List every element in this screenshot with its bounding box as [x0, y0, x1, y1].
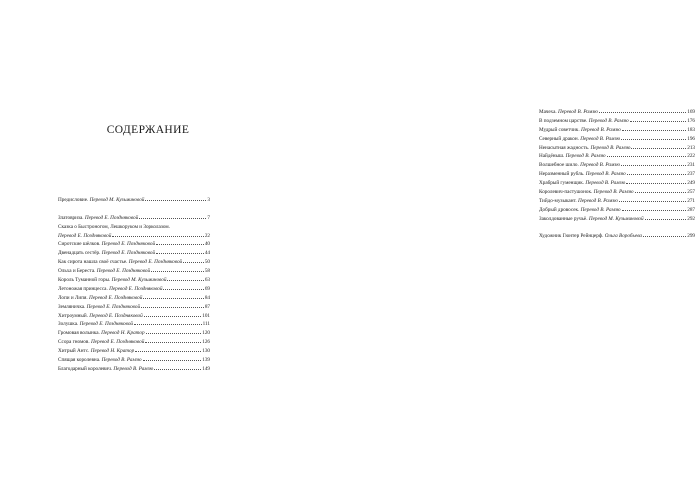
- toc-entry: [58, 196, 210, 205]
- toc-entry-title: Художник Гюнтер Рейнцерф.: [539, 233, 604, 240]
- toc-entry: [539, 117, 695, 126]
- toc-entry-translator: Перевод Е. Поздняковой: [79, 321, 134, 328]
- toc-entry-title: Сиротские шёлков.: [58, 241, 101, 248]
- toc-entry: [58, 249, 210, 258]
- toc-entry-page: 63: [204, 277, 210, 284]
- toc-entry-text: [539, 135, 620, 144]
- dot-leader: [154, 369, 201, 370]
- toc-entry-title: Волшебное шило.: [539, 162, 579, 169]
- toc-entry-text: [58, 267, 150, 276]
- toc-entry-page: 3: [207, 197, 210, 203]
- toc-entry: [58, 205, 210, 214]
- toc-entry-title: Благодарный королевич.: [58, 365, 113, 372]
- toc-entry-page: 87: [204, 303, 210, 310]
- toc-entry-translator: Перевод Е. Поздняковой: [90, 339, 145, 346]
- dot-leader: [143, 298, 203, 299]
- toc-entry-title: Добрый дровосек.: [539, 206, 580, 213]
- toc-entry-page: 111: [202, 321, 210, 328]
- toc-entry-translator: Перевод Е. Поздняковой: [89, 312, 143, 319]
- toc-right-column: [539, 108, 695, 241]
- toc-entry: [539, 215, 695, 224]
- toc-entry-page: 249: [687, 180, 695, 187]
- toc-entry: [539, 224, 695, 233]
- toc-entry-page: 169: [687, 109, 695, 115]
- dot-leader: [112, 236, 203, 237]
- toc-entry-page: 231: [687, 162, 695, 169]
- toc-entry-text: [539, 197, 618, 206]
- toc-entry-text: [58, 232, 111, 241]
- dot-leader: [630, 121, 687, 122]
- toc-entry-page: 271: [687, 197, 695, 204]
- toc-entry-page: 40: [204, 241, 210, 248]
- toc-entry-translator: Перевод Е. Поздняковой: [128, 259, 183, 266]
- toc-entry-title: Северный дракон.: [539, 135, 579, 142]
- toc-entry-title: Ссора гномов.: [58, 339, 90, 346]
- toc-entry-translator: Перевод В. Рамзю: [113, 365, 154, 372]
- dot-leader: [139, 218, 206, 219]
- toc-entry-translator: Перевод Е. Поздняковой: [58, 232, 112, 239]
- toc-entry: [58, 267, 210, 276]
- toc-entry-text: [58, 240, 155, 249]
- toc-entry-title: Мудрый советчик.: [539, 126, 580, 133]
- toc-entry-text: [539, 117, 629, 126]
- toc-entry-text: [58, 223, 170, 232]
- toc-entry-page: 7: [207, 214, 210, 221]
- toc-entry-translator: Перевод Н. Кратор: [90, 348, 135, 355]
- toc-entry-page: 213: [687, 144, 695, 151]
- toc-entry-page: 84: [204, 294, 210, 301]
- toc-entry-translator: Перевод В. Рамзю: [580, 206, 621, 213]
- page-title: СОДЕРЖАНИЕ: [106, 124, 190, 136]
- toc-entry-page: 130: [202, 348, 210, 355]
- toc-entry-page: 101: [202, 312, 210, 319]
- toc-entry-title: Мачеха.: [539, 109, 557, 115]
- toc-entry-text: [539, 161, 620, 170]
- toc-entry-page: 257: [687, 189, 695, 196]
- toc-entry: [58, 329, 210, 338]
- toc-entry: [539, 108, 695, 117]
- dot-leader: [145, 200, 206, 201]
- toc-entry-page: 292: [687, 215, 695, 222]
- toc-entry-translator: Перевод В. Рамзю: [588, 117, 629, 124]
- dot-leader: [622, 210, 687, 211]
- toc-entry-translator: Перевод В. Рамзю: [580, 126, 621, 133]
- toc-entry-text: [58, 329, 145, 338]
- toc-entry: [58, 347, 210, 356]
- toc-entry-translator: Перевод Е. Поздняковой: [101, 241, 156, 248]
- toc-entry-text: [58, 258, 182, 267]
- toc-entry: [539, 179, 695, 188]
- toc-entry-translator: Перевод М. Кузьминовой: [588, 215, 644, 222]
- toc-entry-translator: Перевод В. Рамзю: [585, 180, 626, 187]
- toc-entry: [58, 285, 210, 294]
- dot-leader: [619, 201, 686, 202]
- toc-entry-text: [539, 152, 606, 161]
- toc-entry: [58, 258, 210, 267]
- toc-entry-title: Храбрый гуменщик.: [539, 180, 585, 187]
- toc-entry-title: Найдёныш.: [539, 153, 565, 160]
- toc-entry-page: 58: [204, 268, 210, 275]
- toc-entry-title: Ольха и Береста.: [58, 268, 96, 275]
- toc-entry-text: [539, 144, 630, 153]
- toc-entry-page: 149: [202, 365, 210, 372]
- toc-entry-title: Неразменный рубль.: [539, 171, 585, 178]
- toc-entry-text: [58, 347, 134, 356]
- dot-leader: [631, 148, 686, 149]
- dot-leader: [621, 165, 686, 166]
- toc-entry-text: [58, 356, 142, 365]
- toc-entry: [58, 223, 210, 232]
- toc-entry-title: Тийдо-музыкант.: [539, 197, 577, 204]
- toc-entry-text: [58, 365, 153, 374]
- toc-entry: [539, 152, 695, 161]
- toc-entry-page: 183: [687, 126, 695, 133]
- toc-entry-translator: Перевод М. Кузьминовой: [111, 277, 167, 284]
- toc-entry-page: 69: [204, 285, 210, 292]
- dot-leader: [135, 351, 201, 352]
- dot-leader: [134, 324, 202, 325]
- toc-entry: [58, 240, 210, 249]
- toc-entry-text: [58, 294, 142, 303]
- toc-entry-text: [58, 276, 166, 285]
- toc-entry: [58, 276, 210, 285]
- toc-entry: [58, 320, 210, 329]
- dot-leader: [599, 112, 686, 113]
- dot-leader: [643, 236, 686, 237]
- toc-entry-title: Хитрый Антс.: [58, 348, 90, 355]
- toc-entry-page: 196: [687, 135, 695, 142]
- toc-entry: [58, 303, 210, 312]
- toc-entry-translator: Перевод В. Рамзю: [101, 357, 142, 364]
- right-page: [250, 0, 695, 500]
- toc-entry: [539, 188, 695, 197]
- toc-entry-text: [58, 196, 144, 205]
- dot-leader: [141, 307, 204, 308]
- toc-entry-title: Ненасытная жадность.: [539, 144, 590, 151]
- toc-entry: [58, 338, 210, 347]
- dot-leader: [156, 253, 204, 254]
- toc-entry: [58, 365, 210, 374]
- dot-leader: [145, 342, 201, 343]
- dot-leader: [163, 289, 203, 290]
- toc-entry-title: Двенадцать сестёр.: [58, 250, 101, 257]
- toc-entry-text: [58, 320, 133, 329]
- dot-leader: [183, 262, 204, 263]
- toc-entry-page: 44: [204, 250, 210, 257]
- toc-entry-page: 222: [687, 153, 695, 160]
- toc-entry-page: 299: [687, 233, 695, 240]
- dot-leader: [143, 360, 202, 361]
- toc-entry: [539, 197, 695, 206]
- toc-entry-text: [539, 126, 621, 135]
- toc-entry-text: [58, 214, 138, 223]
- toc-entry-page: 139: [202, 357, 210, 364]
- toc-entry: [58, 214, 210, 223]
- toc-entry-translator: Перевод В. Рамзю: [593, 189, 634, 196]
- toc-entry-text: [58, 285, 162, 294]
- toc-entry: [539, 170, 695, 179]
- dot-leader: [645, 219, 687, 220]
- dot-leader: [156, 244, 204, 245]
- toc-entry-title: Лопи и Липя.: [58, 294, 88, 301]
- toc-entry-title: Хитроумный.: [58, 312, 88, 319]
- left-page: [0, 0, 250, 500]
- toc-entry-text: [58, 338, 144, 347]
- toc-entry-page: 176: [687, 117, 695, 124]
- toc-entry-title: Сказка о Быстроногом, Лешкоруком и Зорколазом.: [58, 223, 170, 230]
- dot-leader: [622, 130, 686, 131]
- toc-entry-title: Золушка.: [58, 321, 79, 328]
- toc-entry-title: Как сирота нашла своё счастье.: [58, 259, 128, 266]
- toc-entry-translator: Перевод М. Кузьминовой: [89, 197, 145, 203]
- toc-entry-page: 237: [687, 171, 695, 178]
- dot-leader: [627, 174, 687, 175]
- toc-entry-translator: Перевод Е. Поздняковой: [101, 250, 156, 257]
- toc-entry-translator: Перевод Е. Поздняковой: [109, 285, 163, 292]
- toc-entry-page: 50: [204, 259, 210, 266]
- dot-leader: [607, 156, 687, 157]
- toc-entry-title: Летоножая принцесса.: [58, 285, 108, 292]
- toc-entry-page: 126: [202, 339, 210, 346]
- toc-entry-text: [539, 170, 626, 179]
- toc-entry: [58, 232, 210, 241]
- toc-entry-translator: Перевод Н. Кратор: [101, 330, 145, 337]
- toc-entry-text: [539, 232, 642, 241]
- toc-entry-title: Королевич-пастушонок.: [539, 189, 593, 196]
- toc-entry-text: [539, 206, 621, 215]
- toc-entry-translator: Перевод Е. Поздняковой: [84, 214, 139, 221]
- toc-entry-translator: Перевод В. Рамзю: [565, 153, 606, 160]
- toc-entry-translator: Перевод В. Рамзю: [590, 144, 631, 151]
- toc-entry-page: 120: [202, 330, 210, 337]
- toc-entry-translator: Перевод Е. Поздняковой: [88, 294, 143, 301]
- toc-entry-text: [539, 108, 598, 117]
- toc-entry-translator: Ольга Воробьева: [604, 233, 643, 240]
- toc-entry-translator: Перевод В. Рамзю: [557, 109, 598, 115]
- toc-entry-title: Златовриза.: [58, 214, 84, 221]
- toc-entry-translator: Перевод В. Рамзю: [580, 162, 620, 169]
- toc-entry: [539, 135, 695, 144]
- toc-entry-text: [58, 249, 155, 258]
- toc-entry-text: [539, 179, 625, 188]
- toc-entry: [539, 126, 695, 135]
- toc-entry-title: Заколдованные ручьё.: [539, 215, 588, 222]
- toc-entry-title: В подземном царстве.: [539, 117, 588, 124]
- toc-entry: [539, 206, 695, 215]
- toc-entry-page: 22: [204, 232, 210, 239]
- toc-entry: [58, 312, 210, 321]
- toc-entry-text: [539, 215, 644, 224]
- toc-entry: [539, 144, 695, 153]
- toc-entry-translator: Перевод Е. Поздняковой: [86, 303, 141, 310]
- toc-entry: [539, 161, 695, 170]
- toc-entry: [58, 294, 210, 303]
- toc-entry: [58, 356, 210, 365]
- toc-entry-text: [58, 312, 143, 321]
- toc-entry-translator: Перевод В. Рамзю: [577, 197, 618, 204]
- toc-entry-translator: Перевод В. Рамзю: [585, 171, 626, 178]
- toc-entry-translator: Перевод Е. Поздняковой: [96, 268, 151, 275]
- dot-leader: [144, 316, 202, 317]
- dot-leader: [151, 271, 204, 272]
- toc-entry-text: [539, 188, 634, 197]
- toc-entry-title: Предисловие.: [58, 197, 89, 203]
- toc-entry-page: 287: [687, 206, 695, 213]
- toc-entry-translator: Перевод В. Рамзю: [580, 135, 621, 142]
- toc-entry-title: Король Туманной горы.: [58, 277, 111, 284]
- toc-entry-title: Спящая королевна.: [58, 357, 101, 364]
- toc-left-column: [58, 196, 210, 374]
- dot-leader: [167, 280, 203, 281]
- dot-leader: [626, 183, 686, 184]
- dot-leader: [621, 139, 686, 140]
- toc-entry-title: Громовая волынка.: [58, 330, 100, 337]
- toc-entry-title: Земляничка.: [58, 303, 86, 310]
- toc-entry: [539, 232, 695, 241]
- dot-leader: [635, 192, 687, 193]
- dot-leader: [146, 333, 202, 334]
- toc-entry-text: [58, 303, 140, 312]
